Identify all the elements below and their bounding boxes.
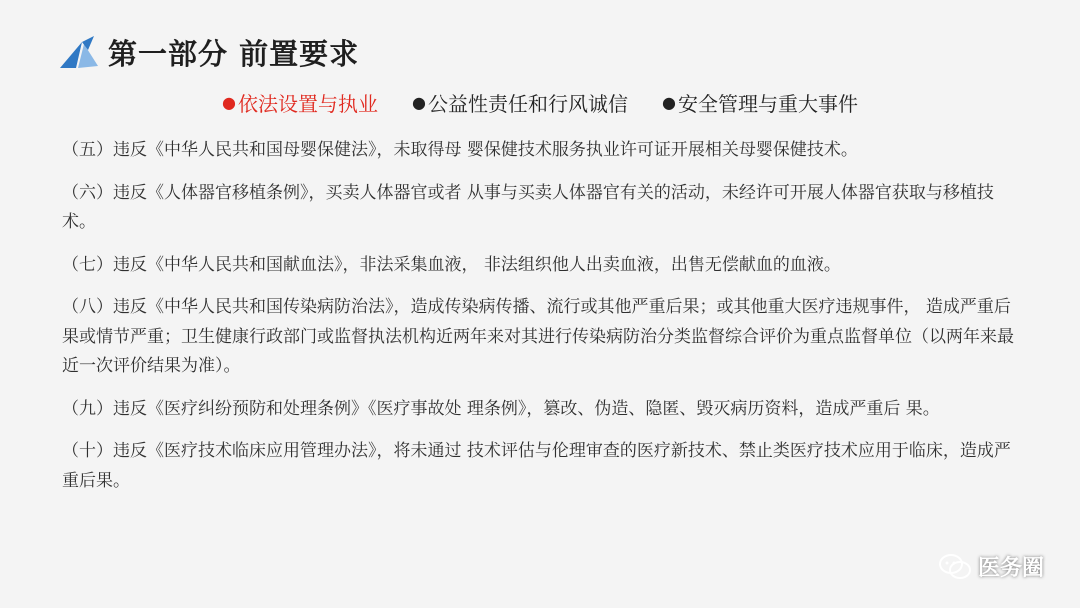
paragraph-item-5: （五）违反《中华人民共和国母婴保健法》，未取得母 婴保健技术服务执业许可证开展相关母婴保健技术。 <box>62 140 858 160</box>
paragraph-item-10: （十）违反《医疗技术临床应用管理办法》，将未通过 技术评估与伦理审查的医疗新技术、禁止类医疗技术应用于临床，造成严重后果。 <box>62 441 1011 491</box>
paragraph-item-9: （九）违反《医疗纠纷预防和处理条例》《医疗事故处 理条例》，篡改、伪造、隐匿、毁灭病历资料，造成严重后 果。 <box>62 398 940 419</box>
nav-item-label: 依法设置与执业 <box>238 92 379 116</box>
bullet-dot-icon: ● <box>412 93 426 112</box>
content-body <box>62 136 1024 509</box>
nav-item-safety-management <box>662 88 858 117</box>
nav-item-public-welfare <box>412 88 628 117</box>
section-nav <box>0 88 1080 117</box>
watermark <box>938 551 1044 582</box>
nav-item-label: 安全管理与重大事件 <box>677 92 858 116</box>
paragraph-item-6: （六）违反《人体器官移植条例》，买卖人体器官或者 从事与买卖人体器官有关的活动，未经许可开展人体器官获取与移植技术。 <box>62 182 994 232</box>
paragraph-item-8: （八）违反《中华人民共和国传染病防治法》，造成传染病传播、流行或其他严重后果；或其他重大医疗违规事件， 造成严重后果或情节严重；卫生健康行政部门或监督执法机构近两年来对其进行传染病防治分类监督综合评价为重点监督单位（以两年来最近一次评价结果为准）。 <box>62 297 1014 376</box>
wechat-icon <box>938 553 972 581</box>
paragraph-item-7: （七）违反《中华人民共和国献血法》，非法采集血液， 非法组织他人出卖血液，出售无偿献血的血液。 <box>62 254 841 275</box>
bullet-dot-icon: ● <box>661 93 676 112</box>
watermark-text: 医务圈 <box>977 556 1044 581</box>
slide-header <box>58 30 359 74</box>
nav-item-legal-setup <box>222 88 378 117</box>
bullet-dot-icon: ● <box>222 93 237 112</box>
page-title: 第一部分 前置要求 <box>108 36 360 71</box>
triangle-logo-icon <box>58 32 100 72</box>
nav-item-label: 公益性责任和行风诚信 <box>427 92 628 116</box>
